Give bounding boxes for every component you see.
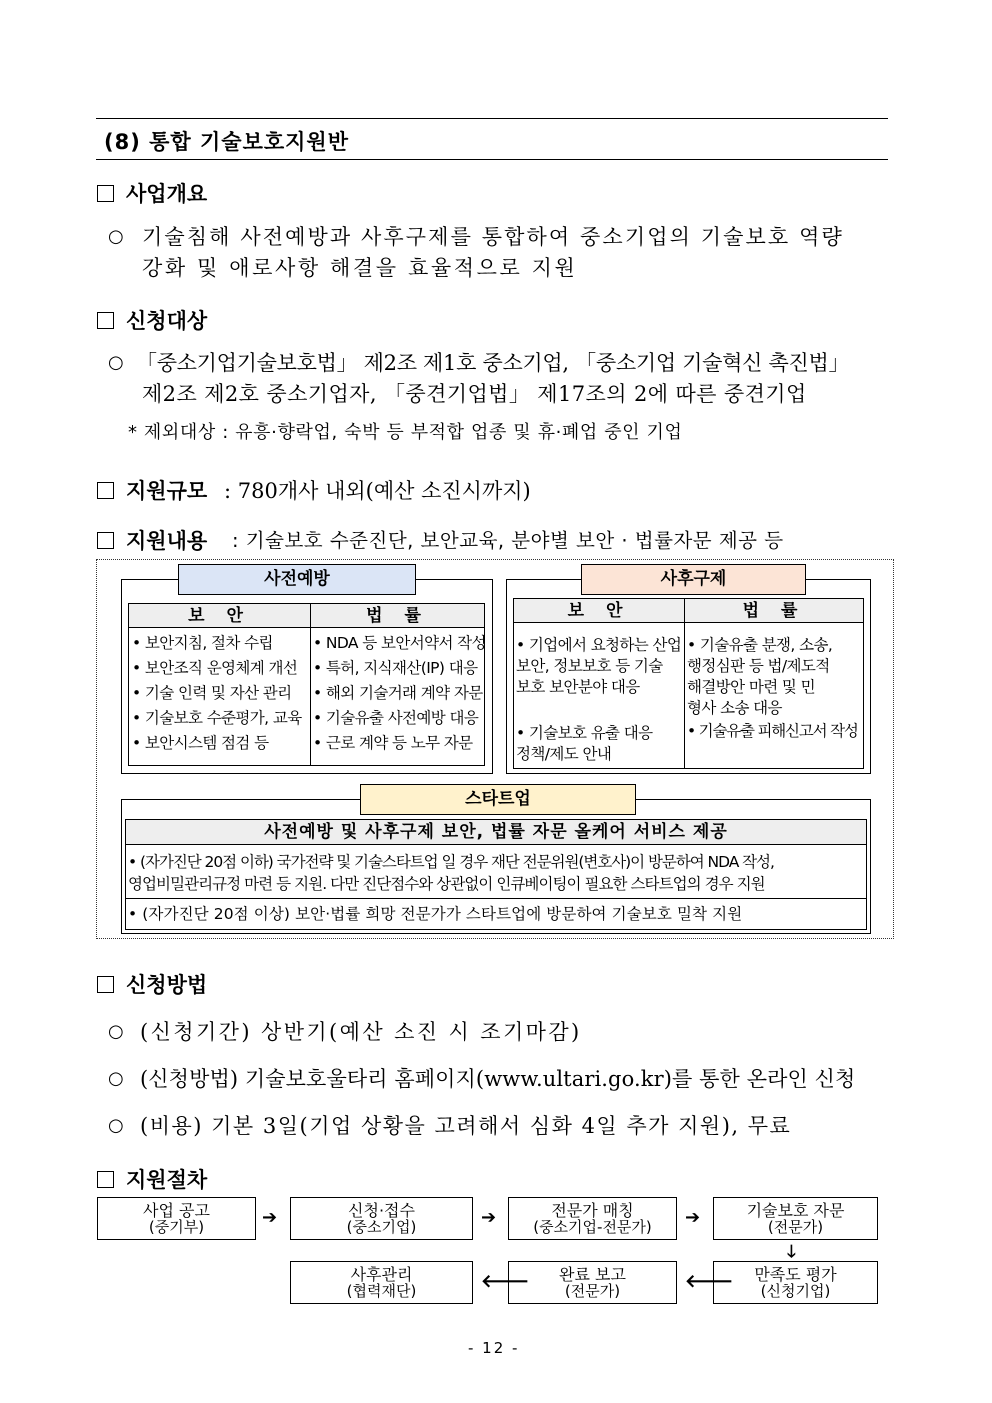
scale-heading [97,475,207,505]
checkbox-square-icon [97,185,114,202]
step-sub: (전문가) [564,1282,621,1300]
step-title: 사업 공고 [143,1201,210,1220]
step-sub: (전문가) [767,1218,824,1236]
procedure-heading-text: 지원절차 [126,1168,208,1192]
application-line-3: (비용) 기본 3일(기업 상황을 고려해서 심화 4일 추가 지원), 무료 [140,1114,792,1138]
eligibility-line-2: 제2조 제2호 중소기업자, 「중견기업법」 제17조의 2에 따른 중견기업 [142,382,807,406]
overview-line-1: 기술침해 사전예방과 사후구제를 통합하여 중소기업의 기술보호 역량 [142,225,844,249]
remedy-label: 사후구제 [581,564,806,595]
remedy-security-item-1: • 기업에서 요청하는 산업 보안, 정보보호 등 기술 보호 보안분야 대응 [516,636,682,696]
step-satisfaction [713,1261,878,1304]
step-sub: (중소기업) [346,1218,417,1236]
arrow-down-icon: 🡓 [787,1242,796,1262]
step-application [290,1197,473,1240]
list-item: • 근로 계약 등 노무 자문 [313,734,473,752]
arrow-right-icon: ➔ [481,1207,497,1228]
column-divider [684,599,685,768]
startup-table [125,819,867,930]
prevention-legal-list [313,631,484,756]
step-title: 기술보호 자문 [746,1201,845,1220]
remedy-legal-head: 법 률 [685,599,863,623]
step-aftercare [290,1261,473,1304]
content-heading [97,525,207,555]
prevention-legal-head: 법 률 [311,604,484,628]
overview-heading-text: 사업개요 [126,182,208,206]
column-divider [310,604,311,765]
startup-line-3: • (자가진단 20점 이상) 보안·법률 희망 전문가가 스타트업에 방문하여 기술보호 밀착 지원 [128,905,743,923]
list-item: • NDA 등 보안서약서 작성 [313,634,486,652]
remedy-table [513,598,864,769]
startup-title: 사전예방 및 사후구제 보안, 법률 자문 올케어 서비스 제공 [126,820,866,845]
list-item: • 특허, 지식재산(IP) 대응 [313,659,478,677]
application-line-2: (신청방법) 기술보호울타리 홈페이지(www.ultari.go.kr)를 통한 온라인 신청 [140,1067,856,1091]
step-title: 전문가 매칭 [551,1201,634,1220]
checkbox-square-icon [97,482,114,499]
circle-bullet-icon: ○ [108,1115,124,1136]
remedy-legal-item-2: • 기술유출 피해신고서 작성 [687,722,858,740]
prevention-table [128,603,485,766]
section-title-bar [96,118,888,160]
procedure-heading [97,1164,207,1194]
list-item: • 보안조직 운영체계 개선 [132,659,298,677]
startup-line-2: 영업비밀관리규정 마련 등 지원. 다만 진단점수와 상관없이 인큐베이팅이 필요한 스타트업의 경우 지원 [128,875,765,893]
prevention-label: 사전예방 [178,564,416,595]
arrow-right-icon: ➔ [262,1207,278,1228]
list-item: • 기술보호 수준평가, 교육 [132,709,302,727]
step-sub: (신청기업) [760,1282,831,1300]
overview-line-2: 강화 및 애로사항 해결을 효율적으로 지원 [142,256,578,280]
prevention-security-head: 보 안 [129,604,310,628]
list-item: • 보안지침, 절차 수립 [132,634,273,652]
step-sub: (협력재단) [346,1282,417,1300]
overview-heading [97,178,207,208]
circle-bullet-icon: ○ [108,226,124,247]
step-title: 신청·접수 [348,1201,415,1220]
eligibility-heading-text: 신청대상 [126,309,208,333]
step-sub: (중기부) [148,1218,205,1236]
step-title: 사후관리 [350,1265,413,1284]
list-item: • 해외 기술거래 계약 자문 [313,684,483,702]
list-item: • 보안시스템 점검 등 [132,734,269,752]
scale-text: : 780개사 내외(예산 소진시까지) [224,479,531,503]
step-report [508,1261,677,1304]
step-matching [508,1197,677,1240]
row-divider [126,898,866,899]
step-title: 완료 보고 [559,1265,626,1284]
prevention-security-list [132,631,308,756]
eligibility-heading [97,305,207,335]
arrow-left-icon: 🡐 [481,1271,530,1292]
section-title: (8) 통합 기술보호지원반 [104,130,350,154]
checkbox-square-icon [97,312,114,329]
arrow-left-icon: 🡐 [685,1271,734,1292]
checkbox-square-icon [97,976,114,993]
startup-label: 스타트업 [360,784,636,815]
content-text: : 기술보호 수준진단, 보안교육, 분야별 보안 · 법률자문 제공 등 [232,529,784,552]
step-title: 만족도 평가 [754,1265,837,1284]
page-number: - 12 - [468,1339,520,1357]
step-sub: (중소기업-전문가) [533,1218,652,1236]
application-heading [97,969,207,999]
startup-line-1: • (자가진단 20점 이하) 국가전략 및 기술스타트업 일 경우 재단 전문위원(변호사)이 방문하여 NDA 작성, [128,853,774,871]
arrow-right-icon: ➔ [685,1207,701,1228]
remedy-security-head: 보 안 [514,599,684,623]
list-item: • 기술유출 사전예방 대응 [313,709,479,727]
list-item: • 기술 인력 및 자산 관리 [132,684,292,702]
eligibility-note: * 제외대상 : 유흥·향락업, 숙박 등 부적합 업종 및 휴·폐업 중인 기업 [128,422,683,443]
application-heading-text: 신청방법 [126,973,208,997]
step-consulting [713,1197,878,1240]
checkbox-square-icon [97,1171,114,1188]
scale-heading-text: 지원규모 [126,479,208,503]
remedy-legal-item-1: • 기술유출 분쟁, 소송, 행정심판 등 법/제도적 해결방안 마련 및 민 형사 소송 대응 [687,636,833,717]
circle-bullet-icon: ○ [108,352,124,373]
application-line-1: (신청기간) 상반기(예산 소진 시 조기마감) [140,1020,582,1044]
checkbox-square-icon [97,532,114,549]
content-heading-text: 지원내용 [126,529,208,553]
step-notice [97,1197,256,1240]
eligibility-line-1: 「중소기업기술보호법」 제2조 제1호 중소기업, 「중소기업 기술혁신 촉진법」 [136,351,850,375]
remedy-security-item-2: • 기술보호 유출 대응 정책/제도 안내 [516,724,653,763]
circle-bullet-icon: ○ [108,1021,124,1042]
circle-bullet-icon: ○ [108,1068,124,1089]
